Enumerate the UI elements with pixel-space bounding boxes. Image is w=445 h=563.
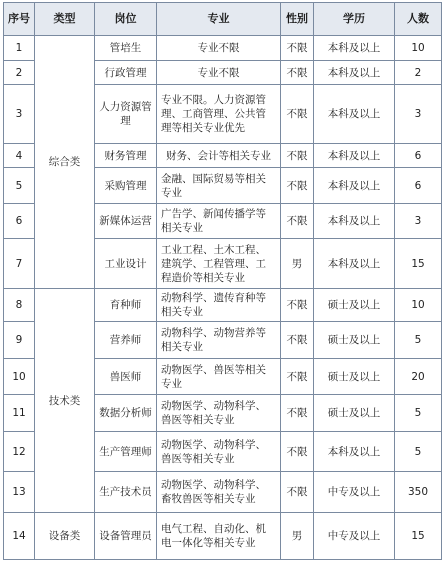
header-count: 人数 bbox=[395, 3, 442, 36]
major-cell: 财务、会计等相关专业 bbox=[157, 143, 281, 167]
gender-cell: 不限 bbox=[281, 36, 314, 61]
major-cell: 动物医学、兽医等相关专业 bbox=[157, 359, 281, 395]
major-cell: 动物医学、动物科学、兽医等相关专业 bbox=[157, 395, 281, 432]
gender-cell: 不限 bbox=[281, 168, 314, 204]
count-cell: 2 bbox=[395, 61, 442, 84]
count-cell: 10 bbox=[395, 289, 442, 322]
category-cell: 综合类 bbox=[35, 36, 95, 289]
education-cell: 本科及以上 bbox=[314, 84, 395, 143]
row-no: 5 bbox=[4, 168, 35, 204]
header-position: 岗位 bbox=[95, 3, 157, 36]
education-cell: 本科及以上 bbox=[314, 168, 395, 204]
position-cell: 行政管理 bbox=[95, 61, 157, 84]
major-cell: 金融、国际贸易等相关专业 bbox=[157, 168, 281, 204]
gender-cell: 不限 bbox=[281, 321, 314, 359]
gender-cell: 不限 bbox=[281, 395, 314, 432]
row-no: 7 bbox=[4, 239, 35, 289]
count-cell: 3 bbox=[395, 203, 442, 239]
position-cell: 育种师 bbox=[95, 289, 157, 322]
row-no: 1 bbox=[4, 36, 35, 61]
education-cell: 硕士及以上 bbox=[314, 359, 395, 395]
header-gender: 性别 bbox=[281, 3, 314, 36]
gender-cell: 不限 bbox=[281, 143, 314, 167]
row-no: 10 bbox=[4, 359, 35, 395]
gender-cell: 不限 bbox=[281, 84, 314, 143]
major-cell: 动物科学、遗传育种等相关专业 bbox=[157, 289, 281, 322]
position-cell: 生产管理师 bbox=[95, 431, 157, 472]
recruitment-table-container bbox=[3, 2, 441, 560]
header-education: 学历 bbox=[314, 3, 395, 36]
gender-cell: 不限 bbox=[281, 203, 314, 239]
row-no: 13 bbox=[4, 472, 35, 513]
gender-cell: 不限 bbox=[281, 431, 314, 472]
gender-cell: 不限 bbox=[281, 61, 314, 84]
major-cell: 专业不限 bbox=[157, 61, 281, 84]
education-cell: 中专及以上 bbox=[314, 472, 395, 513]
position-cell: 兽医师 bbox=[95, 359, 157, 395]
count-cell: 15 bbox=[395, 513, 442, 560]
header-row bbox=[4, 3, 442, 36]
education-cell: 本科及以上 bbox=[314, 239, 395, 289]
position-cell: 数据分析师 bbox=[95, 395, 157, 432]
category-cell: 技术类 bbox=[35, 289, 95, 513]
recruitment-table bbox=[3, 2, 442, 560]
row-no: 12 bbox=[4, 431, 35, 472]
count-cell: 5 bbox=[395, 431, 442, 472]
row-no: 14 bbox=[4, 513, 35, 560]
position-cell: 采购管理 bbox=[95, 168, 157, 204]
table-row bbox=[4, 289, 442, 322]
gender-cell: 男 bbox=[281, 239, 314, 289]
header-major: 专业 bbox=[157, 3, 281, 36]
count-cell: 5 bbox=[395, 395, 442, 432]
major-cell: 专业不限 bbox=[157, 36, 281, 61]
count-cell: 15 bbox=[395, 239, 442, 289]
major-cell: 广告学、新闻传播学等相关专业 bbox=[157, 203, 281, 239]
header-no: 序号 bbox=[4, 3, 35, 36]
position-cell: 工业设计 bbox=[95, 239, 157, 289]
gender-cell: 不限 bbox=[281, 289, 314, 322]
count-cell: 6 bbox=[395, 168, 442, 204]
major-cell: 动物医学、动物科学、畜牧兽医等相关专业 bbox=[157, 472, 281, 513]
table-row bbox=[4, 36, 442, 61]
education-cell: 本科及以上 bbox=[314, 203, 395, 239]
position-cell: 管培生 bbox=[95, 36, 157, 61]
education-cell: 本科及以上 bbox=[314, 61, 395, 84]
row-no: 11 bbox=[4, 395, 35, 432]
position-cell: 新媒体运营 bbox=[95, 203, 157, 239]
gender-cell: 男 bbox=[281, 513, 314, 560]
row-no: 6 bbox=[4, 203, 35, 239]
row-no: 8 bbox=[4, 289, 35, 322]
education-cell: 本科及以上 bbox=[314, 431, 395, 472]
gender-cell: 不限 bbox=[281, 472, 314, 513]
category-cell: 设备类 bbox=[35, 513, 95, 560]
major-cell: 工业工程、土木工程、建筑学、工程管理、工程造价等相关专业 bbox=[157, 239, 281, 289]
gender-cell: 不限 bbox=[281, 359, 314, 395]
count-cell: 20 bbox=[395, 359, 442, 395]
major-cell: 动物医学、动物科学、兽医等相关专业 bbox=[157, 431, 281, 472]
count-cell: 350 bbox=[395, 472, 442, 513]
row-no: 9 bbox=[4, 321, 35, 359]
position-cell: 设备管理员 bbox=[95, 513, 157, 560]
education-cell: 中专及以上 bbox=[314, 513, 395, 560]
count-cell: 6 bbox=[395, 143, 442, 167]
major-cell: 动物科学、动物营养等相关专业 bbox=[157, 321, 281, 359]
table-row bbox=[4, 513, 442, 560]
education-cell: 硕士及以上 bbox=[314, 321, 395, 359]
count-cell: 3 bbox=[395, 84, 442, 143]
position-cell: 人力资源管理 bbox=[95, 84, 157, 143]
count-cell: 10 bbox=[395, 36, 442, 61]
position-cell: 营养师 bbox=[95, 321, 157, 359]
major-cell: 电气工程、自动化、机电一体化等相关专业 bbox=[157, 513, 281, 560]
major-cell: 专业不限。人力资源管理、工商管理、公共管理等相关专业优先 bbox=[157, 84, 281, 143]
row-no: 4 bbox=[4, 143, 35, 167]
position-cell: 生产技术员 bbox=[95, 472, 157, 513]
education-cell: 硕士及以上 bbox=[314, 395, 395, 432]
count-cell: 5 bbox=[395, 321, 442, 359]
row-no: 2 bbox=[4, 61, 35, 84]
education-cell: 本科及以上 bbox=[314, 36, 395, 61]
header-category: 类型 bbox=[35, 3, 95, 36]
education-cell: 本科及以上 bbox=[314, 143, 395, 167]
education-cell: 硕士及以上 bbox=[314, 289, 395, 322]
position-cell: 财务管理 bbox=[95, 143, 157, 167]
row-no: 3 bbox=[4, 84, 35, 143]
